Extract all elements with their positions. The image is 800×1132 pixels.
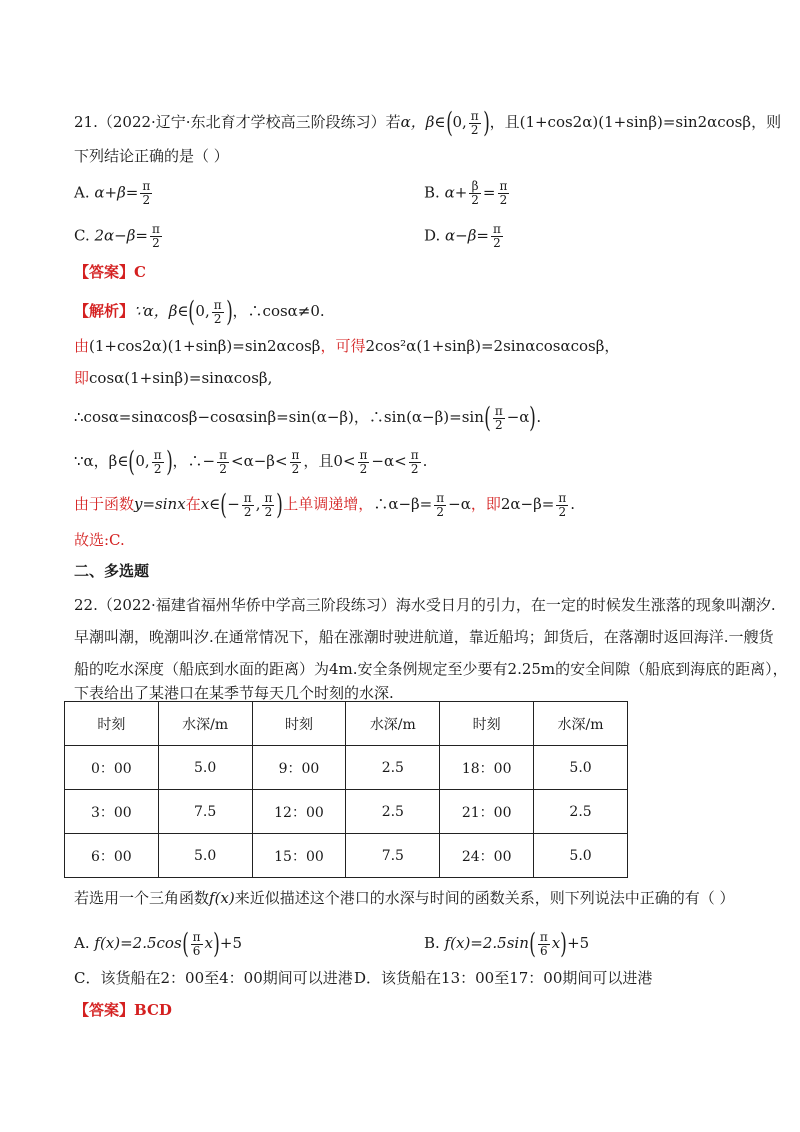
table-cell: 15：00	[252, 834, 346, 878]
table-cell: 18：00	[440, 746, 534, 790]
q21-analysis-line5: ∵α，β∈(0, $\frac{\pi}{2}$ )，∴− $\frac{\pi}{2}$ <α−β< $\frac{\pi}{2}$ ，且0< $\frac{\pi}{2}$ −α< $\frac{\pi}{2}$ .	[74, 445, 428, 478]
q22-question: 若选用一个三角函数f(x)来近似描述这个港口的水深与时间的函数关系，则下列说法中正确的有（ ）	[74, 889, 735, 907]
q22-stem-line3: 船的吃水深度（船底到水面的距离）为4m.安全条例规定至少要有2.25m的安全间隙（船底到海底的距离），	[74, 660, 788, 678]
section-heading: 二、多选题	[74, 562, 150, 580]
table-header: 水深/m	[158, 702, 252, 746]
q21-stem-line1: 21.（2022·辽宁·东北育才学校高三阶段练习）若α，β∈(0, $\frac{\pi}{2}$ )，且(1+cos2α)(1+sinβ)=sin2αcosβ，则	[74, 106, 782, 139]
option-d: D．该货船在13：00至17：00期间可以进港	[354, 969, 653, 987]
table-cell: 2.5	[346, 746, 440, 790]
table-row	[65, 834, 628, 878]
table-header: 水深/m	[534, 702, 628, 746]
table-header: 水深/m	[346, 702, 440, 746]
q21-answer: 【答案】C	[74, 263, 146, 281]
table-cell: 3：00	[65, 790, 159, 834]
table-cell: 5.0	[158, 746, 252, 790]
q21-source: （2022·辽宁·东北育才学校高三阶段练习）	[97, 113, 386, 131]
table-cell: 6：00	[65, 834, 159, 878]
q21-conclusion: 故选:C.	[74, 531, 125, 549]
table-cell: 0：00	[65, 746, 159, 790]
table-cell: 7.5	[346, 834, 440, 878]
table-header: 时刻	[65, 702, 159, 746]
table-row	[65, 790, 628, 834]
table-cell: 5.0	[534, 746, 628, 790]
fraction: $\frac{\pi}{2}$	[470, 108, 479, 137]
option-c: C．该货船在2：00至4：00期间可以进港	[74, 969, 353, 987]
table-header-row	[65, 702, 628, 746]
q21-condition: (1+cos2α)(1+sinβ)=sin2αcosβ	[519, 113, 752, 131]
table-cell: 5.0	[534, 834, 628, 878]
q22-stem-line1: 22.（2022·福建省福州华侨中学高三阶段练习）海水受日月的引力，在一定的时候发生涨落的现象叫潮汐.	[74, 596, 776, 614]
q21-number: 21.	[74, 113, 98, 131]
tide-table	[64, 701, 628, 878]
q22-stem-line4: 下表给出了某港口在某季节每天几个时刻的水深.	[74, 684, 394, 702]
table-cell: 2.5	[534, 790, 628, 834]
table-cell: 21：00	[440, 790, 534, 834]
table-cell: 5.0	[158, 834, 252, 878]
table-cell: 7.5	[158, 790, 252, 834]
q22-source: （2022·福建省福州华侨中学高三阶段练习）	[97, 596, 396, 614]
q21-analysis-line1: 【解析】∵α，β∈(0, $\frac{\pi}{2}$ )，∴cosα≠0.	[74, 295, 325, 328]
q21-analysis-line3: 即cosα(1+sinβ)=sinαcosβ,	[74, 369, 273, 387]
q22-options-row2	[74, 968, 653, 988]
table-header: 时刻	[440, 702, 534, 746]
q22-options-row1: A. f(x)=2.5cos( $\frac{\pi}{6}$ x)+5 B. f(x)=2.5sin( $\frac{\pi}{6}$ x)+5	[74, 927, 590, 960]
table-header: 时刻	[252, 702, 346, 746]
q22-stem-line2: 早潮叫潮，晚潮叫汐.在通常情况下，船在涨潮时驶进航道，靠近船坞；卸货后，在落潮时返回海洋.一艘货	[74, 628, 774, 646]
table-row	[65, 746, 628, 790]
q21-options-row2: C. 2α−β= $\frac{\pi}{2}$ D. α−β= $\frac{\pi}{2}$	[74, 222, 501, 250]
table-cell: 12：00	[252, 790, 346, 834]
table-cell: 24：00	[440, 834, 534, 878]
table-cell: 2.5	[346, 790, 440, 834]
q22-answer: 【答案】BCD	[74, 1001, 172, 1019]
q21-analysis-line4: ∴cosα=sinαcosβ−cosαsinβ=sin(α−β)，∴sin(α−β)=sin( $\frac{\pi}{2}$ −α).	[74, 401, 542, 434]
q21-analysis-line2: 由(1+cos2α)(1+sinβ)=sin2αcosβ，可得2cos²α(1+sinβ)=2sinαcosαcosβ，	[74, 337, 620, 355]
q22-number: 22.	[74, 596, 98, 614]
q21-analysis-line6: 由于函数y=sinx在x∈(− $\frac{\pi}{2}$ , $\frac{\pi}{2}$ )上单调递增，∴α−β= $\frac{\pi}{2}$ −α，即2α−β= $\frac{\pi}{2}$ .	[74, 488, 576, 521]
q21-options-row1: A. α+β= $\frac{\pi}{2}$ B. α+ $\frac{\beta}{2}$ = $\frac{\pi}{2}$	[74, 179, 508, 207]
q21-stem-line2: 下列结论正确的是（ ）	[74, 147, 229, 165]
table-cell: 9：00	[252, 746, 346, 790]
